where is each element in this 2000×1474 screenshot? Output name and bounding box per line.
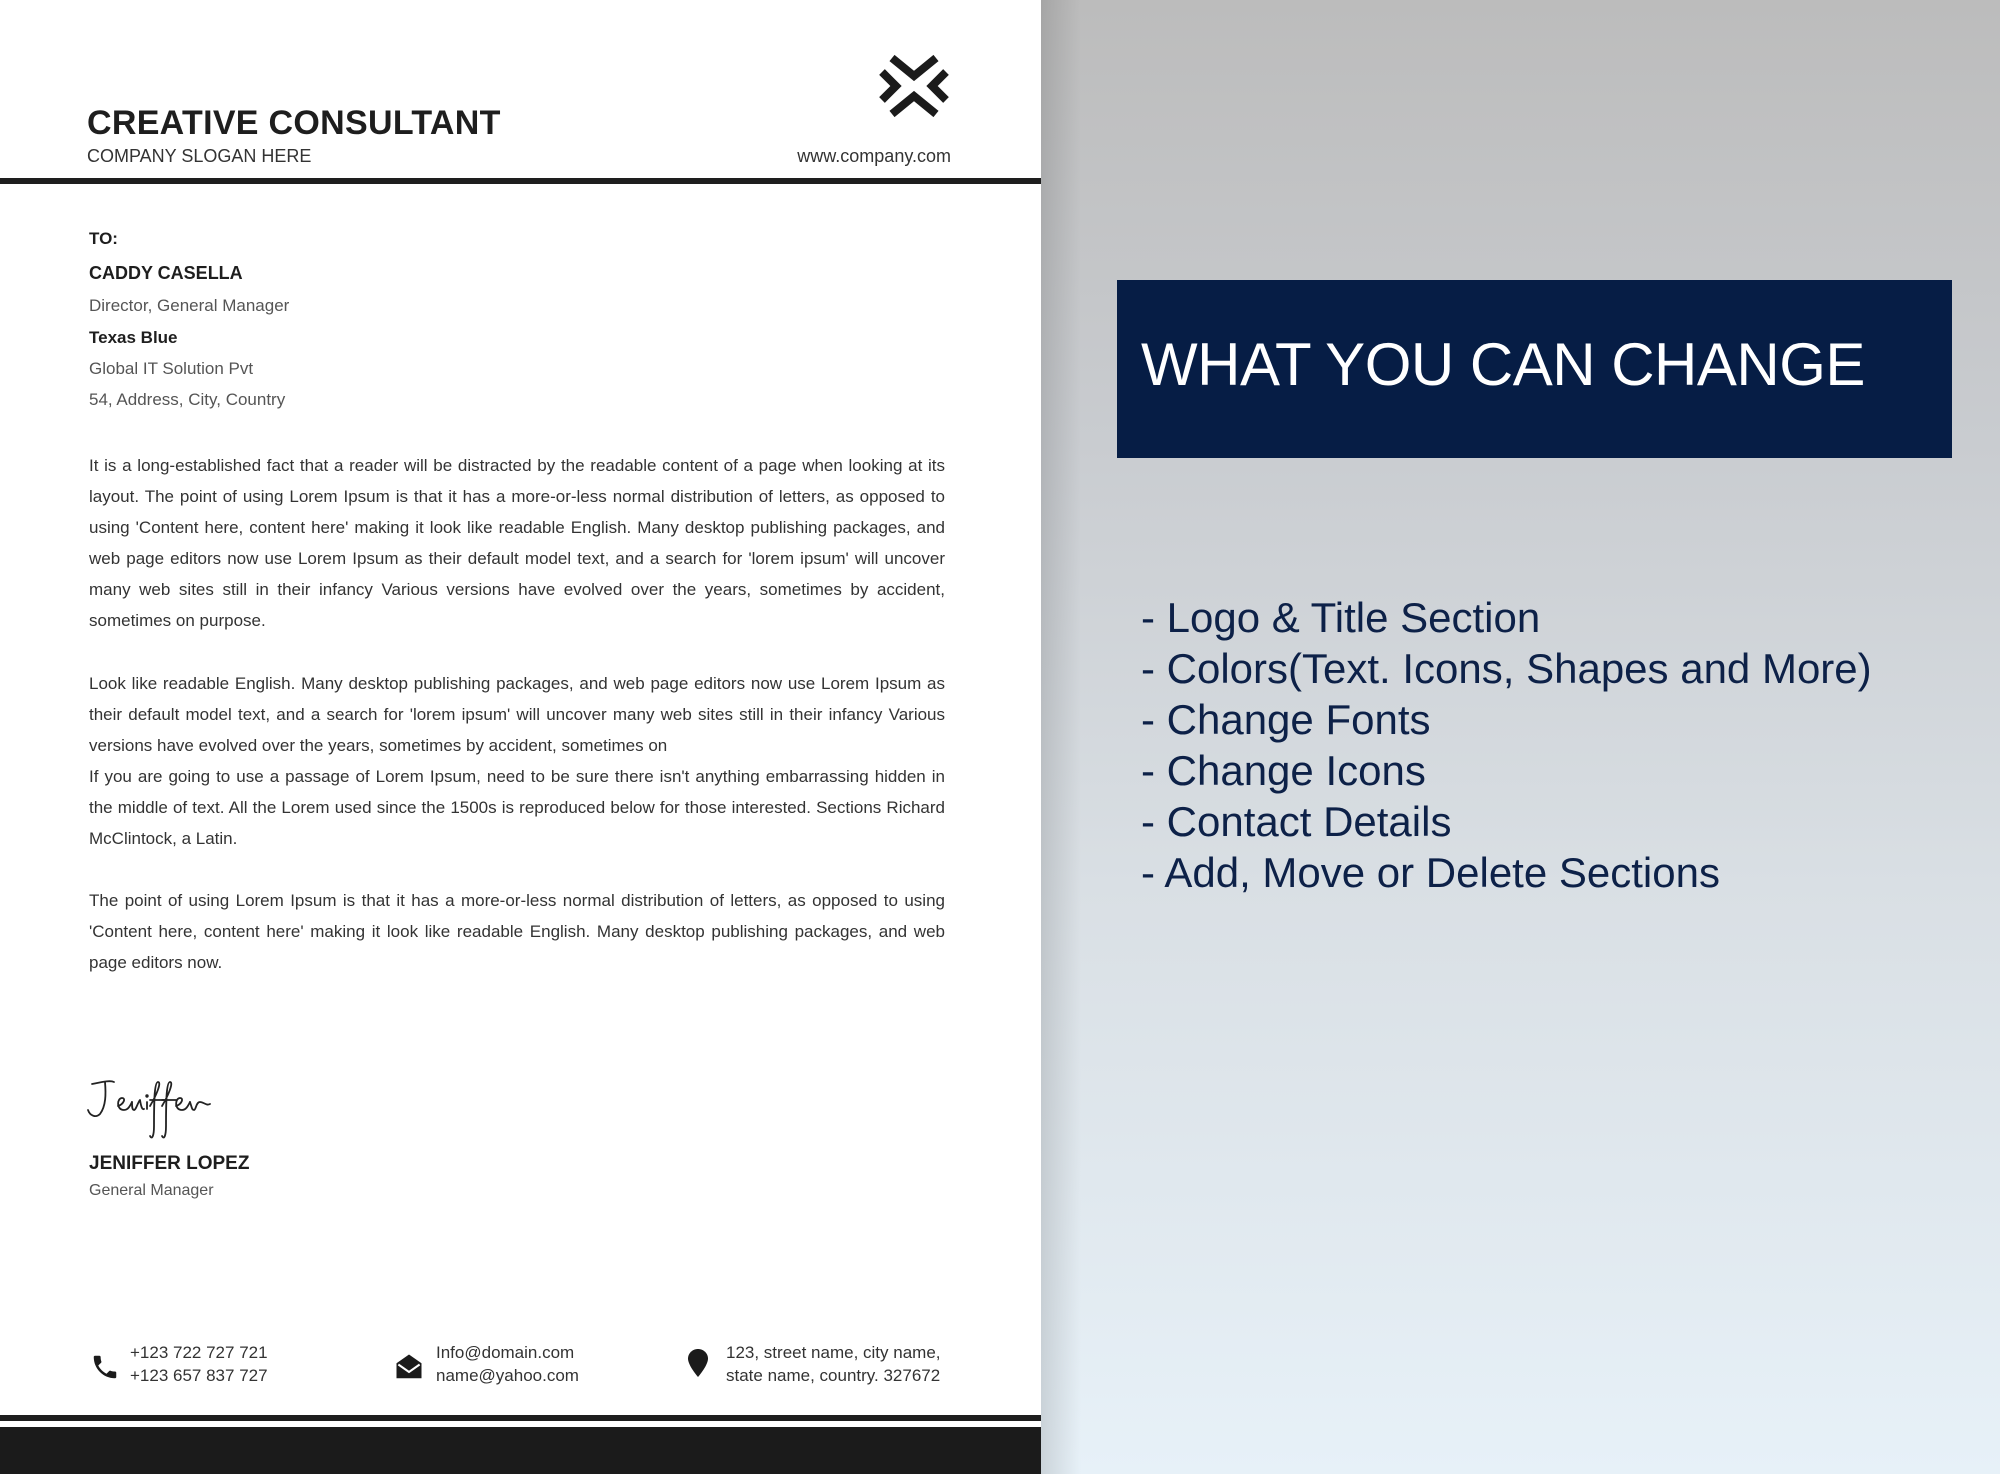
recipient-address-line: 54, Address, City, Country [89, 390, 286, 409]
info-panel [1041, 0, 2000, 1474]
feature-list [1141, 592, 1872, 898]
phone-numbers: +123 722 727 721 +123 657 837 727 [130, 1343, 268, 1385]
x-cross-logo-icon [878, 50, 950, 122]
list-item: - Logo & Title Section [1141, 594, 1541, 641]
handwritten-signature [84, 1076, 214, 1148]
signer-name: JENIFFER LOPEZ [89, 1153, 250, 1174]
list-item: - Add, Move or Delete Sections [1141, 849, 1720, 896]
footer-divider [0, 1415, 1041, 1421]
list-item: - Change Icons [1141, 747, 1426, 794]
recipient-title: Director, General Manager [89, 296, 290, 315]
body-paragraph: Look like readable English. Many desktop publishing packages, and web page editors now use Lorem Ipsum as their default model text, and a search for 'lorem ipsum' will uncover many web sites still in their infancy Various versions have evolved over the years, sometimes by accident, sometimes on If you are going to use a passage of Lorem Ipsum, need to be sure there isn't anything embarrassing hidden in the middle of text. All the Lorem used since the 1500s is reproduced below for those interested. Sections Richard McClintock, a Latin. [89, 674, 945, 848]
to-label: TO: [89, 229, 118, 248]
recipient-name: CADDY CASELLA [89, 263, 243, 283]
body-paragraph: It is a long-established fact that a reader will be distracted by the readable content of a page when looking at its layout. The point of using Lorem Ipsum is that it has a more-or-less normal distribution of letters, as opposed to using 'Content here, content here' making it look like readable English. Many desktop publishing packages, and web page editors now use Lorem Ipsum as their default model text, and a search for 'lorem ipsum' will uncover many web sites still in their infancy Various versions have evolved over the years, sometimes by accident, sometimes on purpose. [89, 456, 945, 630]
mail-icon [394, 1352, 424, 1382]
location-pin-icon [683, 1348, 713, 1378]
footer-bar [0, 1427, 1041, 1474]
phone-icon [90, 1352, 120, 1382]
recipient-company-line: Global IT Solution Pvt [89, 359, 254, 378]
postal-address: 123, street name, city name, state name, country. 327672 [726, 1343, 941, 1385]
list-item: - Contact Details [1141, 798, 1452, 845]
company-website: www.company.com [797, 146, 951, 166]
email-addresses: Info@domain.com name@yahoo.com [436, 1343, 579, 1385]
body-paragraph: The point of using Lorem Ipsum is that it has a more-or-less normal distribution of letters, as opposed to using 'Content here, content here' making it look like readable English. Many desktop publishing packages, and web page editors now. [89, 891, 945, 972]
signer-title: General Manager [89, 1182, 214, 1199]
list-item: - Colors(Text. Icons, Shapes and More) [1141, 645, 1872, 692]
company-slogan: COMPANY SLOGAN HERE [87, 146, 312, 166]
recipient-company: Texas Blue [89, 328, 178, 347]
page-shadow [1041, 0, 1081, 1474]
company-name: CREATIVE CONSULTANT [87, 104, 501, 142]
panel-title: WHAT YOU CAN CHANGE [1141, 331, 1865, 398]
list-item: - Change Fonts [1141, 696, 1431, 743]
header-divider [0, 178, 1041, 184]
